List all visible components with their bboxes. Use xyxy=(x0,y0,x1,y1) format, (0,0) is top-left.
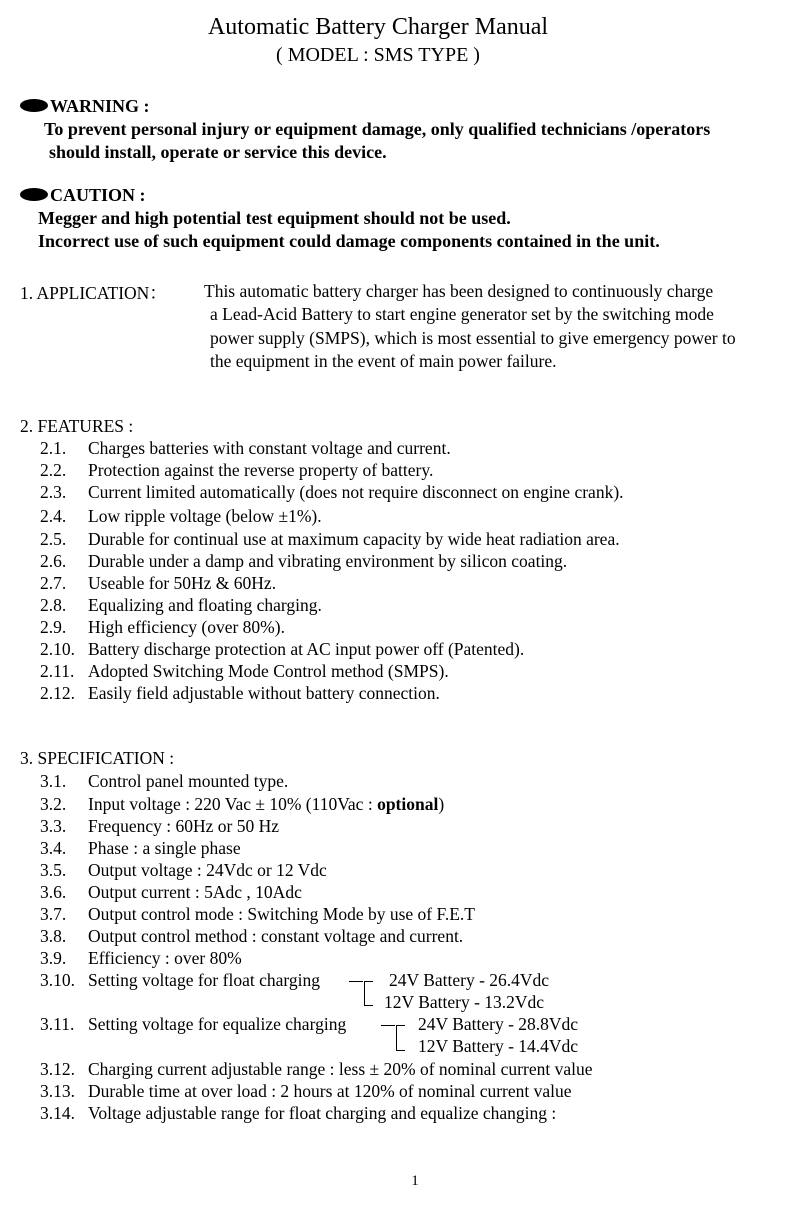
page-number: 1 xyxy=(411,1173,419,1189)
feature-item: 2.7. Useable for 50Hz & 60Hz. xyxy=(40,573,277,593)
warning-line-2: should install, operate or service this device. xyxy=(49,142,387,162)
float-option-24v: 24V Battery - 26.4Vdc xyxy=(389,970,550,990)
feature-item: 2.2. Protection against the reverse property of battery. xyxy=(40,460,434,480)
spec-item: 3.10. Setting voltage for float charging xyxy=(40,970,320,990)
bullet-icon xyxy=(20,188,48,201)
feature-item: 2.9. High efficiency (over 80%). xyxy=(40,617,285,637)
spec-item: 3.8. Output control method : constant voltage and current. xyxy=(40,926,464,946)
feature-item: 2.3. Current limited automatically (does not require disconnect on engine crank). xyxy=(40,482,624,502)
feature-item: 2.11. Adopted Switching Mode Control method (SMPS). xyxy=(40,661,449,681)
feature-item: 2.10. Battery discharge protection at AC input power off (Patented). xyxy=(40,639,525,659)
spec-item: 3.4. Phase : a single phase xyxy=(40,838,241,858)
spec-item: 3.7. Output control mode : Switching Mode by use of F.E.T xyxy=(40,904,475,924)
spec-item: 3.3. Frequency : 60Hz or 50 Hz xyxy=(40,816,279,836)
specification-heading: 3. SPECIFICATION : xyxy=(20,748,175,768)
caution-line-2: Incorrect use of such equipment could damage components contained in the unit. xyxy=(38,231,660,251)
bracket-connector xyxy=(396,1025,405,1051)
spec-item: 3.5. Output voltage : 24Vdc or 12 Vdc xyxy=(40,860,327,880)
warning-line-1: To prevent personal injury or equipment damage, only qualified technicians /operators xyxy=(44,119,711,139)
bullet-icon xyxy=(20,99,48,112)
feature-item: 2.12. Easily field adjustable without battery connection. xyxy=(40,683,440,703)
feature-item: 2.1. Charges batteries with constant voltage and current. xyxy=(40,438,451,458)
caution-heading: CAUTION : xyxy=(20,185,146,206)
features-heading: 2. FEATURES : xyxy=(20,416,134,436)
bracket-connector xyxy=(364,981,373,1006)
page-subtitle: ( MODEL : SMS TYPE ) xyxy=(276,44,480,66)
spec-item: 3.9. Efficiency : over 80% xyxy=(40,948,242,968)
spec-item: 3.6. Output current : 5Adc , 10Adc xyxy=(40,882,302,902)
spec-item: 3.2. Input voltage : 220 Vac ± 10% (110Vac : optional) xyxy=(40,794,445,814)
feature-item: 2.4. Low ripple voltage (below ±1%). xyxy=(40,506,322,526)
application-line-1: This automatic battery charger has been designed to continuously charge xyxy=(204,281,714,301)
spec-item: 3.14. Voltage adjustable range for float charging and equalize changing : xyxy=(40,1103,557,1123)
feature-item: 2.8. Equalizing and floating charging. xyxy=(40,595,322,615)
float-option-12v: 12V Battery - 13.2Vdc xyxy=(384,992,545,1012)
equalize-option-24v: 24V Battery - 28.8Vdc xyxy=(418,1014,579,1034)
spec-item: 3.13. Durable time at over load : 2 hours at 120% of nominal current value xyxy=(40,1081,572,1101)
page-title: Automatic Battery Charger Manual xyxy=(207,14,549,40)
application-line-4: the equipment in the event of main power failure. xyxy=(210,351,557,371)
feature-item: 2.5. Durable for continual use at maximum capacity by wide heat radiation area. xyxy=(40,529,620,549)
application-heading: 1. APPLICATION： xyxy=(20,283,167,303)
spec-item: 3.11. Setting voltage for equalize charging xyxy=(40,1014,347,1034)
spec-item: 3.12. Charging current adjustable range : less ± 20% of nominal current value xyxy=(40,1059,593,1079)
application-line-2: a Lead-Acid Battery to start engine generator set by the switching mode xyxy=(210,304,714,324)
spec-item: 3.1. Control panel mounted type. xyxy=(40,771,289,791)
feature-item: 2.6. Durable under a damp and vibrating environment by silicon coating. xyxy=(40,551,568,571)
caution-line-1: Megger and high potential test equipment should not be used. xyxy=(38,208,511,228)
warning-heading: WARNING : xyxy=(20,96,150,117)
application-line-3: power supply (SMPS), which is most essential to give emergency power to xyxy=(210,328,736,348)
equalize-option-12v: 12V Battery - 14.4Vdc xyxy=(418,1036,579,1056)
